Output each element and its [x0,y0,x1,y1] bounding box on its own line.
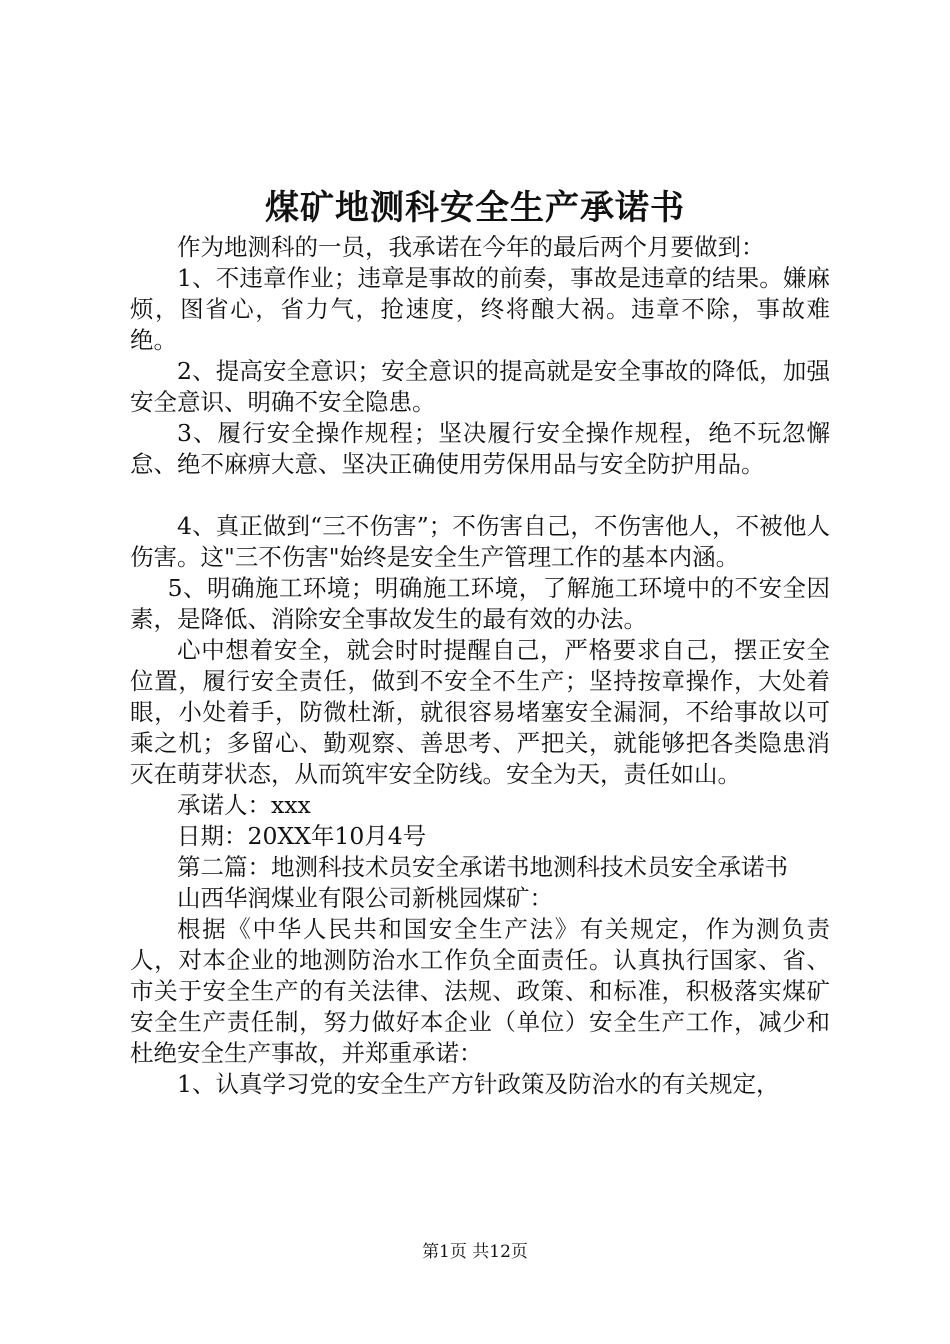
paragraph-item-3: 3、履行安全操作规程；坚决履行安全操作规程，绝不玩忽懈怠、绝不麻痹大意、坚决正确使用劳保用品与安全防护用品。 [130,419,830,478]
paragraph-pledge: 根据《中华人民共和国安全生产法》有关规定，作为测负责人，对本企业的地测防治水工作负全面责任。认真执行国家、省、市关于安全生产的有关法律、法规、政策、和标准，积极落实煤矿安全生产责任制，努力做好本企业（单位）安全生产工作，减少和杜绝安全生产事故，并郑重承诺： [130,915,830,1067]
paragraph-summary: 心中想着安全，就会时时提醒自己，严格要求自己，摆正安全位置，履行安全责任，做到不安全不生产；坚持按章操作，大处着眼，小处着手，防微杜渐，就很容易堵塞安全漏洞，不给事故以可乘之机；多留心、勤观察、善思考、严把关，就能够把各类隐患消灭在萌芽状态，从而筑牢安全防线。安全为天，责任如山。 [130,636,830,788]
paragraph-item-5: 5、明确施工环境；明确施工环境，了解施工环境中的不安全因素，是降低、消除安全事故发生的最有效的办法。 [130,574,830,633]
document-body [130,232,830,1100]
paragraph-item-2: 2、提高安全意识；安全意识的提高就是安全事故的降低，加强安全意识、明确不安全隐患。 [130,357,830,416]
page-footer: 第1页 共12页 [422,1242,528,1262]
paragraph-signer: 承诺人：xxx [177,791,311,819]
paragraph-pledge-item-1: 1、认真学习党的安全生产方针政策及防治水的有关规定， [177,1070,780,1098]
paragraph-second-heading: 第二篇：地测科技术员安全承诺书地测科技术员安全承诺书 [177,853,788,881]
document-title: 煤矿地测科安全生产承诺书 [265,188,685,228]
paragraph-item-4: 4、真正做到“三不伤害”；不伤害自己，不伤害他人，不被他人伤害。这"三不伤害"始终是安全生产管理工作的基本内涵。 [130,512,830,571]
paragraph-date: 日期：20XX年10月4号 [177,822,427,850]
paragraph-addressee: 山西华润煤业有限公司新桃园煤矿： [177,884,553,912]
paragraph-gap [130,480,830,511]
paragraph-intro: 作为地测科的一员，我承诺在今年的最后两个月要做到： [177,233,765,261]
paragraph-item-1: 1、不违章作业；违章是事故的前奏，事故是违章的结果。嫌麻烦，图省心，省力气，抢速度，终将酿大祸。违章不除，事故难绝。 [130,264,830,354]
